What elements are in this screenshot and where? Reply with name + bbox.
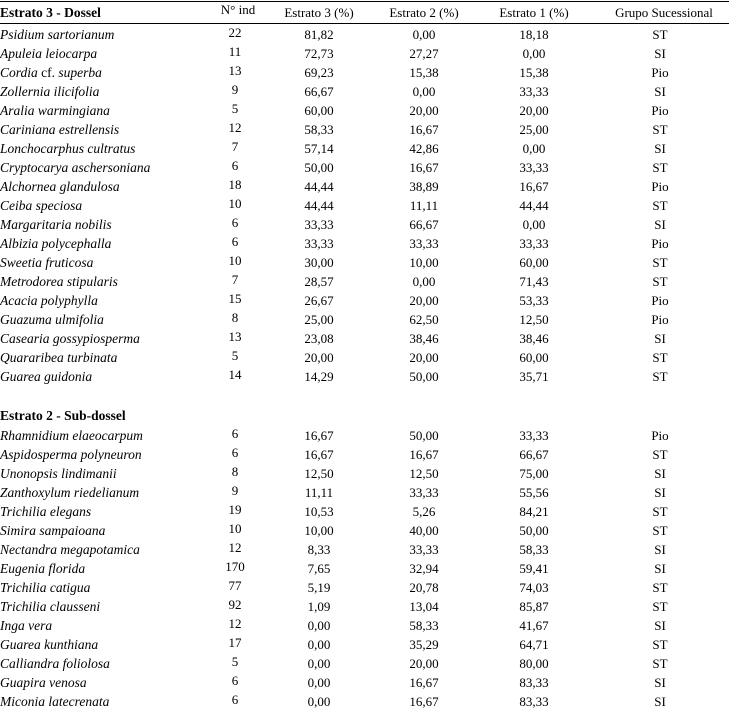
estrato-3-value: 57,14	[304, 141, 334, 156]
estrato-3-value: 1,09	[307, 599, 331, 614]
grupo-sucessional-value: ST	[652, 274, 668, 289]
n-ind-value: 8	[231, 464, 239, 479]
estrato-2-value: 38,46	[409, 331, 439, 346]
grupo-sucessional-value: ST	[652, 637, 668, 652]
estrato-2-value: 16,67	[409, 122, 439, 137]
grupo-sucessional-value: ST	[652, 122, 668, 137]
estrato-2-value: 15,38	[409, 65, 439, 80]
estrato-2-value: 16,67	[409, 675, 439, 690]
estrato-2-value: 20,78	[409, 580, 439, 595]
estrato-1-value: 83,33	[519, 694, 549, 709]
table-row	[0, 272, 729, 291]
grupo-sucessional-value: ST	[652, 160, 668, 175]
estrato-2-value: 38,89	[409, 179, 439, 194]
n-ind-value: 19	[228, 502, 242, 517]
n-ind-value: 7	[231, 139, 239, 154]
grupo-sucessional-value: SI	[654, 331, 666, 346]
grupo-sucessional-value: SI	[654, 485, 666, 500]
n-ind-value: 8	[231, 310, 239, 325]
n-ind-value: 170	[225, 559, 245, 574]
estrato-2-value: 66,67	[409, 217, 439, 232]
species-name: Trichilia clausseni	[0, 599, 101, 614]
table-row	[0, 120, 729, 139]
species-name: Unonopsis lindimanii	[0, 466, 117, 481]
estrato-1-value: 33,33	[519, 160, 549, 175]
estrato-3-value: 5,19	[307, 580, 331, 595]
estrato-3-value: 8,33	[307, 542, 331, 557]
estrato-3-value: 10,00	[304, 523, 334, 538]
species-name: Ceiba speciosa	[0, 198, 83, 213]
header-rule	[0, 23, 729, 24]
n-ind-value: 5	[231, 348, 239, 363]
estrato-1-value: 85,87	[519, 599, 549, 614]
header-n-ind: N° ind	[220, 2, 256, 17]
species-name: Guapira venosa	[0, 675, 87, 690]
grupo-sucessional-value: SI	[654, 217, 666, 232]
species-name: Metrodorea stipularis	[0, 274, 118, 289]
estrato-1-value: 12,50	[519, 312, 549, 327]
estrato-1-value: 83,33	[519, 675, 549, 690]
estrato-2-value: 20,00	[409, 656, 439, 671]
estrato-1-value: 55,56	[519, 485, 549, 500]
n-ind-value: 13	[228, 329, 242, 344]
species-name: Inga vera	[0, 618, 53, 633]
n-ind-value: 9	[231, 82, 239, 97]
table-row	[0, 673, 729, 692]
grupo-sucessional-value: ST	[652, 523, 668, 538]
estrato-1-value: 18,18	[519, 27, 549, 42]
table-row	[0, 44, 729, 63]
species-name: Apuleia leiocarpa	[0, 46, 98, 61]
estrato-3-value: 0,00	[307, 656, 331, 671]
estrato-2-value: 12,50	[409, 466, 439, 481]
table-row	[0, 63, 729, 82]
species-name: Casearia gossypiosperma	[0, 331, 140, 346]
estrato-1-value: 35,71	[519, 369, 549, 384]
estrato-2-value: 35,29	[409, 637, 439, 652]
table-row	[0, 25, 729, 44]
species-name: Nectandra megapotamica	[0, 542, 140, 557]
table-row	[0, 692, 729, 711]
grupo-sucessional-value: Pio	[651, 103, 669, 118]
estrato-2-value: 33,33	[409, 236, 439, 251]
n-ind-value: 22	[228, 25, 242, 40]
header-estrato-2: Estrato 2 (%)	[389, 5, 459, 20]
n-ind-value: 9	[231, 483, 239, 498]
table-row	[0, 196, 729, 215]
estrato-1-value: 33,33	[519, 84, 549, 99]
estrato-1-value: 58,33	[519, 542, 549, 557]
table-row	[0, 215, 729, 234]
top-rule	[0, 1, 729, 2]
n-ind-value: 6	[231, 215, 239, 230]
estrato-2-value: 11,11	[409, 198, 439, 213]
grupo-sucessional-value: SI	[654, 141, 666, 156]
estrato-1-value: 50,00	[519, 523, 549, 538]
grupo-sucessional-value: ST	[652, 580, 668, 595]
n-ind-value: 6	[231, 692, 239, 707]
grupo-sucessional-value: ST	[652, 599, 668, 614]
species-name: Aralia warmingiana	[0, 103, 110, 118]
n-ind-value: 12	[228, 120, 242, 135]
estrato-2-value: 33,33	[409, 542, 439, 557]
species-name: Simira sampaioana	[0, 523, 106, 538]
table-row	[0, 177, 729, 196]
n-ind-value: 12	[228, 540, 242, 555]
estrato-2-value: 40,00	[409, 523, 439, 538]
table-row	[0, 445, 729, 464]
estrato-3-value: 60,00	[304, 103, 334, 118]
grupo-sucessional-value: ST	[652, 198, 668, 213]
header-estrato-3: Estrato 3 (%)	[284, 5, 354, 20]
estrato-2-value: 20,00	[409, 350, 439, 365]
table-row	[0, 101, 729, 120]
grupo-sucessional-value: ST	[652, 27, 668, 42]
estrato-1-value: 0,00	[522, 217, 546, 232]
table-row	[0, 139, 729, 158]
table-row	[0, 483, 729, 502]
estrato-1-value: 25,00	[519, 122, 549, 137]
estrato-2-value: 10,00	[409, 255, 439, 270]
header-grupo-sucessional: Grupo Sucessional	[615, 5, 713, 20]
estrato-1-value: 33,33	[519, 236, 549, 251]
grupo-sucessional-value: SI	[654, 561, 666, 576]
table-row	[0, 310, 729, 329]
grupo-sucessional-value: Pio	[651, 428, 669, 443]
estrato-3-value: 16,67	[304, 428, 334, 443]
estrato-3-value: 33,33	[304, 217, 334, 232]
species-name: Miconia latecrenata	[0, 694, 110, 709]
species-name: Psidium sartorianum	[0, 27, 115, 42]
n-ind-value: 11	[228, 44, 242, 59]
table-row	[0, 348, 729, 367]
estrato-2-value: 0,00	[412, 274, 436, 289]
species-name: Acacia polyphylla	[0, 293, 98, 308]
estrato-1-value: 74,03	[519, 580, 549, 595]
n-ind-value: 7	[231, 272, 239, 287]
n-ind-value: 77	[228, 578, 242, 593]
table-row	[0, 464, 729, 483]
estrato-1-value: 80,00	[519, 656, 549, 671]
estrato-1-value: 44,44	[519, 198, 549, 213]
estrato-2-value: 62,50	[409, 312, 439, 327]
grupo-sucessional-value: SI	[654, 466, 666, 481]
grupo-sucessional-value: ST	[652, 447, 668, 462]
estrato-1-value: 59,41	[519, 561, 549, 576]
header-section-title: Estrato 3 - Dossel	[0, 5, 101, 20]
table-row	[0, 367, 729, 386]
grupo-sucessional-value: SI	[654, 675, 666, 690]
n-ind-value: 5	[231, 654, 239, 669]
n-ind-value: 13	[228, 63, 242, 78]
estrato-2-value: 16,67	[409, 160, 439, 175]
estrato-3-value: 26,67	[304, 293, 334, 308]
estrato-3-value: 0,00	[307, 694, 331, 709]
estrato-3-value: 33,33	[304, 236, 334, 251]
grupo-sucessional-value: SI	[654, 618, 666, 633]
estrato-2-value: 50,00	[409, 428, 439, 443]
estrato-3-value: 23,08	[304, 331, 334, 346]
estrato-3-value: 11,11	[304, 485, 334, 500]
species-name: Calliandra foliolosa	[0, 656, 110, 671]
estrato-1-value: 64,71	[519, 637, 549, 652]
estrato-2-value: 20,00	[409, 103, 439, 118]
estrato-2-value: 27,27	[409, 46, 439, 61]
estrato-3-value: 0,00	[307, 637, 331, 652]
species-name: Trichilia elegans	[0, 504, 92, 519]
estrato-1-value: 75,00	[519, 466, 549, 481]
estrato-3-value: 69,23	[304, 65, 334, 80]
table-row	[0, 521, 729, 540]
grupo-sucessional-value: Pio	[651, 293, 669, 308]
table-row	[0, 82, 729, 101]
estrato-2-value: 20,00	[409, 293, 439, 308]
estrato-3-value: 66,67	[304, 84, 334, 99]
n-ind-value: 6	[231, 234, 239, 249]
estrato-2-value: 16,67	[409, 447, 439, 462]
n-ind-value: 6	[231, 445, 239, 460]
table-row	[0, 635, 729, 654]
estrato-1-value: 0,00	[522, 141, 546, 156]
table-row	[0, 597, 729, 616]
grupo-sucessional-value: ST	[652, 504, 668, 519]
estrato-1-value: 71,43	[519, 274, 549, 289]
n-ind-value: 6	[231, 158, 239, 173]
grupo-sucessional-value: SI	[654, 46, 666, 61]
table-row	[0, 540, 729, 559]
table-row	[0, 158, 729, 177]
grupo-sucessional-value: SI	[654, 84, 666, 99]
species-name: Sweetia fruticosa	[0, 255, 94, 270]
estrato-1-value: 33,33	[519, 428, 549, 443]
estrato-1-value: 66,67	[519, 447, 549, 462]
estrato-1-value: 20,00	[519, 103, 549, 118]
table-row	[0, 253, 729, 272]
grupo-sucessional-value: Pio	[651, 236, 669, 251]
estrato-3-value: 14,29	[304, 369, 334, 384]
estrato-3-value: 44,44	[304, 198, 334, 213]
estrato-3-value: 44,44	[304, 179, 334, 194]
estrato-3-value: 72,73	[304, 46, 334, 61]
n-ind-value: 10	[228, 196, 242, 211]
table-row	[0, 654, 729, 673]
species-name: Guarea kunthiana	[0, 637, 99, 652]
estrato-3-value: 10,53	[304, 504, 334, 519]
estrato-2-value: 0,00	[412, 84, 436, 99]
table-row	[0, 234, 729, 253]
species-name: Cryptocarya aschersoniana	[0, 160, 151, 175]
table-row	[0, 502, 729, 521]
estrato-2-value: 58,33	[409, 618, 439, 633]
species-name: Rhamnidium elaeocarpum	[0, 428, 143, 443]
table-row	[0, 291, 729, 310]
grupo-sucessional-value: ST	[652, 350, 668, 365]
species-name: Lonchocarphus cultratus	[0, 141, 136, 156]
estrato-2-value: 0,00	[412, 27, 436, 42]
n-ind-value: 14	[228, 367, 242, 382]
n-ind-value: 10	[228, 521, 242, 536]
grupo-sucessional-value: SI	[654, 694, 666, 709]
species-name: Cordia cf. superba	[0, 65, 102, 80]
estrato-2-value: 50,00	[409, 369, 439, 384]
grupo-sucessional-value: Pio	[651, 65, 669, 80]
estrato-2-value: 32,94	[409, 561, 439, 576]
estrato-3-value: 81,82	[304, 27, 334, 42]
n-ind-value: 6	[231, 426, 239, 441]
species-name: Eugenia florida	[0, 561, 86, 576]
estrato-3-value: 28,57	[304, 274, 334, 289]
species-name: Margaritaria nobilis	[0, 217, 112, 232]
estrato-1-value: 60,00	[519, 255, 549, 270]
n-ind-value: 17	[228, 635, 242, 650]
estrato-1-value: 16,67	[519, 179, 549, 194]
n-ind-value: 6	[231, 673, 239, 688]
estrato-3-value: 0,00	[307, 675, 331, 690]
species-name: Quararibea turbinata	[0, 350, 118, 365]
estrato-3-value: 0,00	[307, 618, 331, 633]
table-row	[0, 616, 729, 635]
estrato-2-value: 16,67	[409, 694, 439, 709]
table-row	[0, 578, 729, 597]
species-name: Cariniana estrellensis	[0, 122, 120, 137]
estrato-1-value: 53,33	[519, 293, 549, 308]
grupo-sucessional-value: ST	[652, 255, 668, 270]
species-name: Albizia polycephalla	[0, 236, 112, 251]
section-title-sub-dossel: Estrato 2 - Sub-dossel	[0, 408, 126, 423]
estrato-3-value: 7,65	[307, 561, 331, 576]
estrato-2-value: 13,04	[409, 599, 439, 614]
n-ind-value: 10	[228, 253, 242, 268]
estrato-1-value: 38,46	[519, 331, 549, 346]
species-name: Zollernia ilicifolia	[0, 84, 100, 99]
estrato-3-value: 50,00	[304, 160, 334, 175]
estrato-1-value: 41,67	[519, 618, 549, 633]
estrato-2-value: 5,26	[412, 504, 436, 519]
estrato-3-value: 25,00	[304, 312, 334, 327]
estrato-3-value: 20,00	[304, 350, 334, 365]
table-row	[0, 329, 729, 348]
species-name: Zanthoxylum riedelianum	[0, 485, 140, 500]
grupo-sucessional-value: ST	[652, 656, 668, 671]
grupo-sucessional-value: ST	[652, 369, 668, 384]
species-name: Aspidosperma polyneuron	[0, 447, 142, 462]
grupo-sucessional-value: Pio	[651, 312, 669, 327]
n-ind-value: 12	[228, 616, 242, 631]
species-name: Guarea guidonia	[0, 369, 93, 384]
estrato-2-value: 42,86	[409, 141, 439, 156]
estrato-3-value: 12,50	[304, 466, 334, 481]
estrato-1-value: 15,38	[519, 65, 549, 80]
header-estrato-1: Estrato 1 (%)	[499, 5, 569, 20]
estrato-1-value: 0,00	[522, 46, 546, 61]
table-row	[0, 426, 729, 445]
species-name: Guazuma ulmifolia	[0, 312, 104, 327]
species-name: Trichilia catigua	[0, 580, 91, 595]
n-ind-value: 15	[228, 291, 242, 306]
estrato-3-value: 30,00	[304, 255, 334, 270]
estrato-2-value: 33,33	[409, 485, 439, 500]
n-ind-value: 18	[228, 177, 242, 192]
estrato-1-value: 60,00	[519, 350, 549, 365]
grupo-sucessional-value: SI	[654, 542, 666, 557]
n-ind-value: 92	[228, 597, 242, 612]
species-name: Alchornea glandulosa	[0, 179, 120, 194]
estrato-3-value: 16,67	[304, 447, 334, 462]
table-row	[0, 559, 729, 578]
estrato-3-value: 58,33	[304, 122, 334, 137]
estrato-1-value: 84,21	[519, 504, 549, 519]
grupo-sucessional-value: Pio	[651, 179, 669, 194]
n-ind-value: 5	[231, 101, 239, 116]
